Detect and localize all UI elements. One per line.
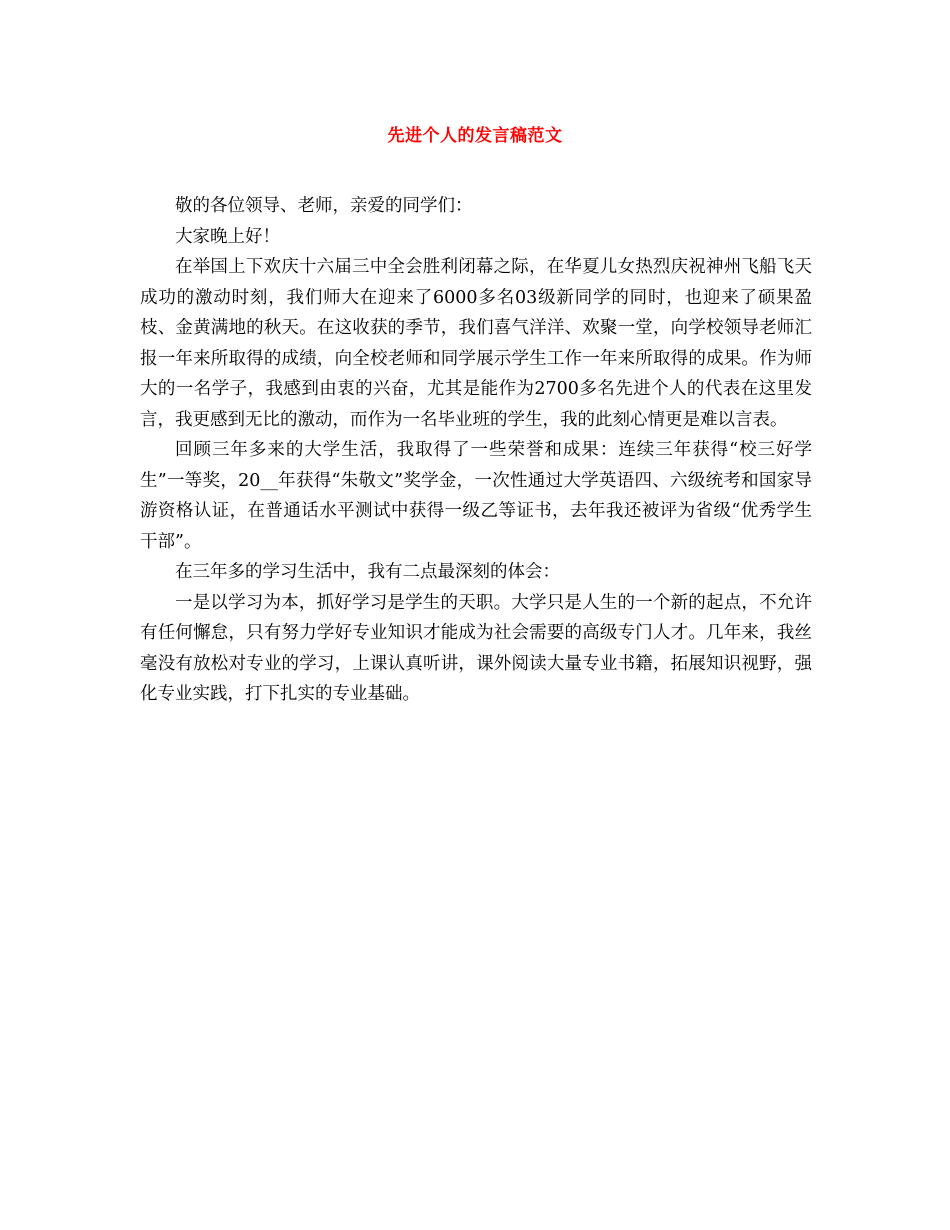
greeting-paragraph: 大家晚上好！ xyxy=(175,226,280,247)
document-body xyxy=(140,191,812,710)
study-paragraph: 一是以学习为本，抓好学习是学生的天职。大学只是人生的一个新的起点，不允许有任何懈怠，只有努力学好专业知识才能成为社会需要的高级专门人才。几年来，我丝毫没有放松对专业的学习，上课认真听讲，课外阅读大量专业书籍，拓展知识视野，强化专业实践，打下扎实的专业基础。 xyxy=(140,592,812,704)
salutation-paragraph: 敬的各位领导、老师，亲爱的同学们： xyxy=(175,196,473,216)
achievements-paragraph: 回顾三年多来的大学生活，我取得了一些荣誉和成果：连续三年获得“校三好学生”一等奖，20__年获得“朱敬文”奖学金，一次性通过大学英语四、六级统考和国家导游资格认证，在普通话水平测试中获得一级乙等证书，去年我还被评为省级“优秀学生干部”。 xyxy=(140,440,812,552)
experience-paragraph: 在三年多的学习生活中，我有二点最深刻的体会： xyxy=(175,562,560,582)
document-title: 先进个人的发言稿范文 xyxy=(387,126,563,146)
intro-paragraph: 在举国上下欢庆十六届三中全会胜利闭幕之际，在华夏儿女热烈庆祝神州飞船飞天成功的激动时刻，我们师大在迎来了6000多名03级新同学的同时，也迎来了硕果盈枝、金黄满地的秋天。在这收获的季节，我们喜气洋洋、欢聚一堂，向学校领导老师汇报一年来所取得的成绩，向全校老师和同学展示学生工作一年来所取得的成果。作为师大的一名学子，我感到由衷的兴奋，尤其是能作为2700多名先进个人的代表在这里发言，我更感到无比的激动，而作为一名毕业班的学生，我的此刻心情更是难以言表。 xyxy=(140,257,812,430)
